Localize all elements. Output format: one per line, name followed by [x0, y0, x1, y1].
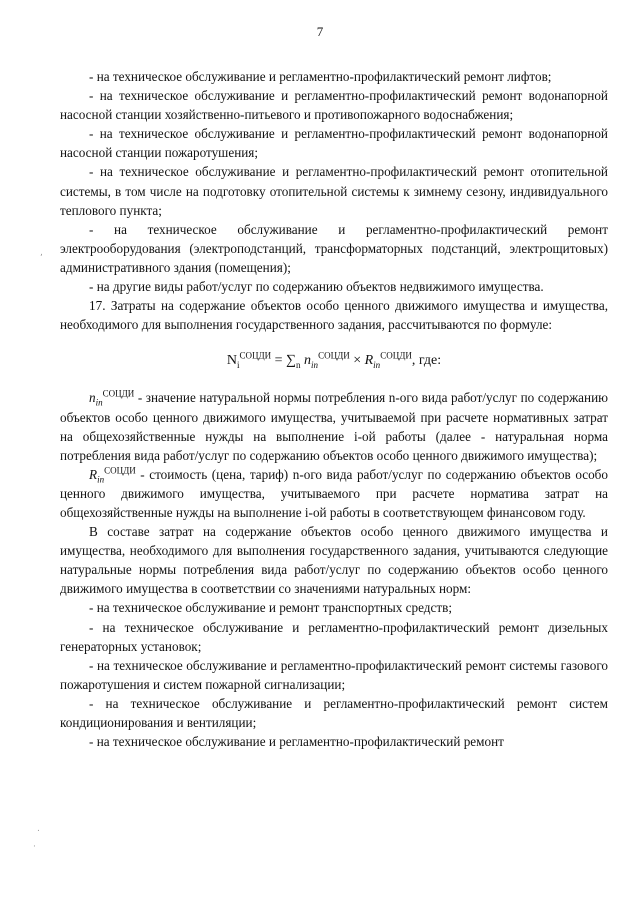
paragraph-section-17: 17. Затраты на содержание объектов особо ценного движимого имущества и имущества, необходимого для выполнения государственного задания, рассчитываются по формуле: [60, 298, 608, 333]
paragraph: В составе затрат на содержание объектов особо ценного движимого имущества и имущества, необходимого для выполнения государственного задания, учитываются следующие натуральные нормы потребления вида работ/услуг по содержанию объектов особо ценного движимого имущества в соответствии со значениями натуральных норм: [60, 524, 608, 597]
formula: $N_i^{СОЦДИ} = \sum_n$ $n_{in}^{СОЦДИ} \times R_{in}^{СОЦДИ}$, где: [226, 350, 442, 371]
paragraph: - на техническое обслуживание и регламентно-профилактический ремонт отопительной системы, в том числе на подготовку отопительной системы к зимнему сезону, индивидуального теплового пункта; [60, 164, 608, 218]
page-number: 7 [316, 24, 324, 39]
scan-speck: · [33, 842, 36, 852]
scan-speck: , [40, 248, 43, 258]
formula-tail: , где: [411, 353, 442, 369]
paragraph: - на техническое обслуживание и регламентно-профилактический ремонт водонапорной насосной станции пожаротушения; [60, 126, 608, 161]
paragraph: - на техническое обслуживание и регламентно-профилактический ремонт лифтов; [89, 69, 552, 84]
formula-sum: = ∑ [274, 353, 297, 369]
paragraph: - на техническое обслуживание и регламентно-профилактический ремонт водонапорной насосной станции хозяйственно-питьевого и противопожарного водоснабжения; [60, 88, 608, 123]
paragraph: - на техническое обслуживание и регламентно-профилактический ремонт систем кондиционирования и вентиляции; [60, 695, 608, 730]
formula-times: × [353, 353, 362, 369]
document-body [60, 67, 608, 751]
paragraph: - на другие виды работ/услуг по содержанию объектов недвижимого имущества. [89, 279, 544, 295]
formula-term-n: n [304, 353, 312, 369]
paragraph: - на техническое обслуживание и ремонт транспортных средств; [89, 600, 452, 616]
formula-lhs: N [226, 353, 237, 369]
paragraph: - на техническое обслуживание и регламентно-профилактический ремонт электрооборудования (электроподстанций, трансформаторных подстанций, электрощитовых) административного здания (помещения); [60, 221, 608, 275]
paragraph: - на техническое обслуживание и регламентно-профилактический ремонт дизельных генераторных установок; [60, 619, 608, 654]
paragraph: - на техническое обслуживание и регламентно-профилактический ремонт системы газового пожаротушения и систем пожарной сигнализации; [60, 657, 608, 692]
formula-term-r: R [364, 353, 374, 369]
paragraph: - на техническое обслуживание и регламентно-профилактический ремонт [89, 734, 504, 750]
definition-r: $R_{in}^{СОЦДИ}$ - стоимость (цена, тариф) n-ого вида работ/услуг по содержанию объектов особо ценного движимого имущества, учитываемого при расчете норматива затрат на общехозяйственные нужды на выполнение i-ой работы в соответствующем финансовом году. [60, 465, 608, 520]
scan-speck: . [37, 824, 40, 834]
definition-n: $n_{in}^{СОЦДИ}$ - значение натуральной нормы потребления n-ого вида работ/услуг по содержанию объектов особо ценного движимого имущества, учитываемой при расчете нормативных затрат на общехозяйственные нужды на выполнение i-ой работы (далее - натуральная норма потребления вида работ/услуг по содержанию объектов особо ценного движимого имущества); [60, 389, 608, 463]
